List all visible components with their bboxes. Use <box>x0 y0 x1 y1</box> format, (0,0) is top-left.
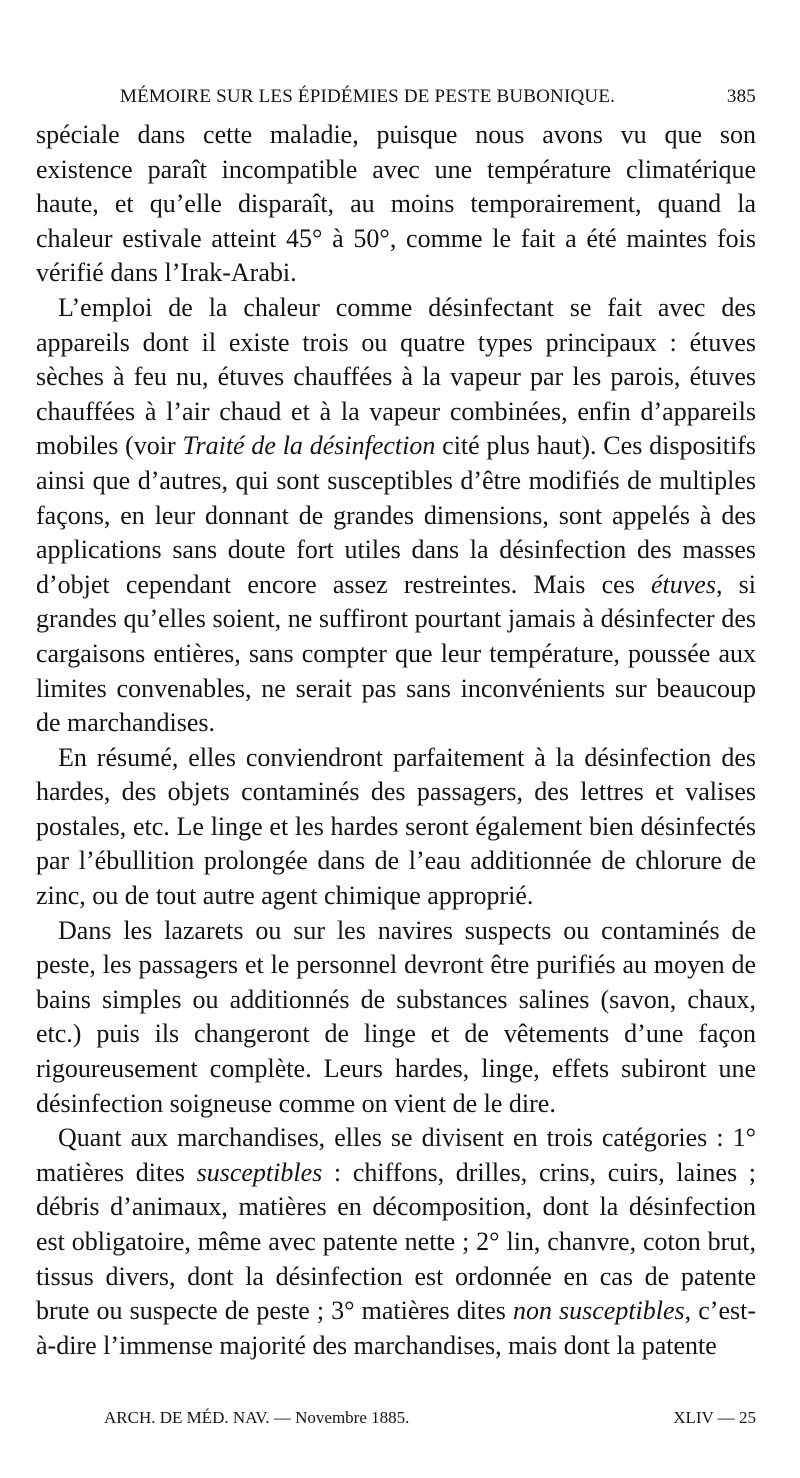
paragraph-continued <box>36 118 756 291</box>
footer-journal-date: ARCH. DE MÉD. NAV. — Novembre 1885. <box>104 1408 410 1427</box>
text-run: cité plus haut). Ces dispositifs ainsi que d’autres, qui sont susceptibles d’être modifiés de multiples façons, en leur donnant de grandes dimensions, sont appelés à des applications sans doute fort utiles dans la désinfection des masses d’objet cependant encore assez restreintes. Mais ces <box>36 431 757 599</box>
running-head <box>120 86 756 108</box>
italic-term: non susceptibles <box>512 1296 685 1326</box>
text-run: Dans les lazarets ou sur les navires suspects ou contaminés de peste, les passagers et le personnel devront être purifiés au moyen de bains simples ou additionnés de substances salines (savon, chaux, etc.) puis ils changeront de linge et de vêtements d’une façon rigoureusement complète. Leurs hardes, linge, effets subiront une désinfection soigneuse comme on vient de le dire. <box>36 915 756 1118</box>
text-run: , c’est-à-dire l’immense majorité des marchandises, mais dont la patente <box>36 1296 756 1360</box>
text-run: : chiffons, drilles, crins, cuirs, laines ; débris d’animaux, matières en décomposition, dont la désinfection est obligatoire, même avec patente nette ; 2° lin, chanvre, coton brut, tissus divers, dont la désinfection est ordonnée en cas de patente brute ou suspecte de peste ; 3° matières dites <box>36 1157 756 1326</box>
running-title: MÉMOIRE SUR LES ÉPIDÉMIES DE PESTE BUBONIQUE. <box>120 86 616 107</box>
book-title: Traité de la désinfection <box>182 431 436 461</box>
paragraph-summary <box>36 741 756 914</box>
footer-signature: XLIV — 25 <box>673 1408 756 1427</box>
page-number: 385 <box>726 86 756 107</box>
text-run: spéciale dans cette maladie, puisque nous avons vu que son existence paraît incompatible avec une température climatérique haute, et qu’elle disparaît, au moins temporairement, quand la chaleur estivale atteint 45° à 50°, comme le fait a été maintes fois vérifié dans l’Irak-Arabi. <box>36 120 756 288</box>
italic-term: étuves <box>651 569 716 599</box>
body-text <box>36 118 756 1363</box>
paragraph-merchandise <box>36 1121 756 1363</box>
page-footer <box>104 1408 756 1428</box>
italic-term: susceptibles <box>196 1157 323 1187</box>
paragraph-heat-disinfection <box>36 291 756 741</box>
text-run: L’emploi de la chaleur comme désinfectant se fait avec des appareils dont il existe trois ou quatre types principaux : étuves sèches à feu nu, étuves chauffées à la vapeur par les parois, étuves chauffées à l’air chaud et à la vapeur combinées, enfin d’appareils mobiles (voir <box>36 292 756 461</box>
text-run: Quant aux marchandises, elles se divisent en trois catégories : 1° matières dites <box>36 1123 756 1187</box>
text-run: En résumé, elles conviendront parfaitement à la désinfection des hardes, des objets contaminés des passagers, des lettres et valises postales, etc. Le linge et les hardes seront également bien désinfectés par l’ébullition prolongée dans de l’eau additionnée de chlorure de zinc, ou de tout autre agent chimique approprié. <box>36 742 756 911</box>
paragraph-lazarets <box>36 914 756 1122</box>
text-run: , si grandes qu’elles soient, ne suffiront pourtant jamais à désinfecter des cargaisons entières, sans compter que leur température, poussée aux limites convenables, ne serait pas sans inconvénients sur beaucoup de marchandises. <box>36 569 756 738</box>
